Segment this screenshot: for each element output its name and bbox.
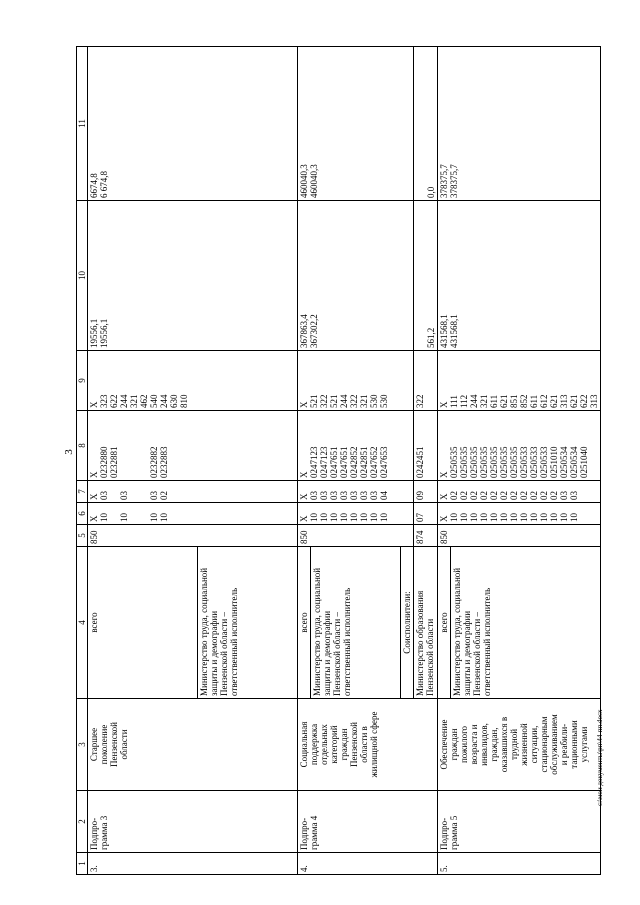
cell-line: защиты и демографии [322, 610, 332, 696]
col5-value: 850 [438, 525, 601, 547]
cell-line: 10 [449, 513, 459, 522]
col5-value: 874 [414, 525, 438, 547]
col9-values [298, 351, 414, 411]
cell-line: 530 [379, 394, 389, 408]
cell-line [129, 505, 139, 522]
cell-line: 10 [559, 513, 569, 522]
cell-line: 0250535 [449, 446, 459, 478]
col10-values [88, 201, 298, 351]
cell-line: области [119, 729, 129, 760]
cell-line [109, 483, 119, 500]
cell-line: 10 [359, 513, 369, 522]
cell-line: 431568,1 [449, 314, 459, 348]
cell-line: 530 [369, 394, 379, 408]
cell-line: 0250535 [469, 446, 479, 478]
cell-line: граждан [339, 728, 349, 761]
cell-line: Пензенской [349, 722, 359, 767]
col7-values [298, 481, 414, 503]
col8-value: 0242451 [414, 411, 438, 481]
cell-line: Министерство труда, социальной [312, 567, 322, 696]
cell-line: грамма 4 [309, 815, 319, 850]
cell-line: 03 [329, 491, 339, 500]
subprogram-label [298, 791, 438, 853]
cell-line: отдельных [319, 724, 329, 765]
cell-line: трудной [509, 728, 519, 761]
subprogram-label [438, 791, 601, 853]
cell-line: 322 [319, 394, 329, 408]
cell-line: Министерство труда, социальной [199, 567, 209, 696]
total-label: всего [88, 547, 198, 699]
header-cell: 2 [77, 791, 88, 853]
cell-line: Х [439, 471, 449, 478]
responsible-executor [311, 547, 401, 699]
rotated-table-wrapper [76, 47, 598, 875]
cell-line: 622 [109, 394, 119, 408]
cell-line [109, 505, 119, 522]
cell-line: ответственный исполнитель [229, 587, 239, 696]
cell-line: 630 [169, 394, 179, 408]
cell-line: 10 [149, 513, 159, 522]
cell-line: 6674,8 [89, 173, 99, 198]
table-row [88, 47, 198, 875]
cell-line: ответственный исполнитель [482, 587, 492, 696]
row-number: 4. [298, 853, 438, 875]
cell-line: Х [89, 493, 99, 500]
cell-line: 0247123 [319, 446, 329, 478]
col7-values [438, 481, 601, 503]
responsible-executor [198, 547, 298, 699]
cell-line: области в [359, 726, 369, 763]
col9-values [88, 351, 298, 411]
header-cell: 3 [77, 699, 88, 791]
cell-line: 0250533 [519, 446, 529, 478]
cell-line: тационными [569, 720, 579, 769]
header-cell: 9 [77, 351, 88, 411]
table-row [438, 47, 451, 875]
cell-line: Подпро- [89, 817, 99, 850]
cell-line: Пензенской области – [472, 612, 482, 696]
cell-line: 02 [449, 491, 459, 500]
cell-line: 321 [129, 394, 139, 408]
cell-line: 611 [489, 394, 499, 408]
cell-line: 244 [119, 394, 129, 408]
cell-line: 10 [459, 513, 469, 522]
cell-line: 111 [449, 395, 459, 408]
cell-line: Пензенской области – [219, 612, 229, 696]
cell-line: 10 [349, 513, 359, 522]
cell-line: 0250535 [489, 446, 499, 478]
cell-line: 378375,7 [439, 164, 449, 198]
cell-line: жилищной сфере [369, 711, 379, 778]
cell-line: 02 [509, 491, 519, 500]
cell-line: Х [439, 401, 449, 408]
cell-line: 10 [119, 513, 129, 522]
col9-value: 322 [414, 351, 438, 411]
cell-line: 0232882 [149, 446, 159, 478]
cell-line [119, 413, 129, 478]
cell-line: 611 [529, 394, 539, 408]
cell-line: услугами [579, 726, 589, 763]
cell-line: Пензенской [109, 722, 119, 767]
cell-line: Х [439, 493, 449, 500]
cell-line: 03 [559, 491, 569, 500]
cell-line: 03 [119, 491, 129, 500]
cell-line: 0250535 [499, 446, 509, 478]
cell-line: Подпро- [439, 817, 449, 850]
table-row [298, 47, 311, 875]
cell-line: 02 [459, 491, 469, 500]
cell-line: 10 [309, 513, 319, 522]
col6-values [438, 503, 601, 525]
cell-line: граждан, [489, 727, 499, 762]
cell-line: и реабили- [559, 723, 569, 766]
cell-line: Министерство образования [415, 590, 425, 696]
cell-line: 322 [349, 394, 359, 408]
cell-line: 0247652 [369, 446, 379, 478]
cell-line: Старшее [89, 727, 99, 762]
cell-line: Подпро- [299, 817, 309, 850]
total-label: всего [438, 547, 451, 699]
program-table [76, 46, 601, 875]
cell-line: 323 [99, 394, 109, 408]
cell-line [139, 483, 149, 500]
cell-line: ответственный исполнитель [342, 587, 352, 696]
col5-value: 850 [298, 525, 414, 547]
cell-line: Х [299, 471, 309, 478]
cell-line: 04 [379, 491, 389, 500]
cell-line: 244 [339, 394, 349, 408]
col6-values [298, 503, 414, 525]
cell-line: 10 [479, 513, 489, 522]
cell-line: поколение [99, 724, 109, 765]
cell-line: 521 [309, 394, 319, 408]
cell-line: 10 [339, 513, 349, 522]
subprogram-label [88, 791, 298, 853]
header-cell: 6 [77, 503, 88, 525]
cell-line: 0250533 [529, 446, 539, 478]
cell-line: 03 [149, 491, 159, 500]
cell-line: 0250534 [559, 446, 569, 478]
col8-values [88, 411, 298, 481]
cell-line: 02 [499, 491, 509, 500]
cell-line: 02 [519, 491, 529, 500]
cell-line: 0242852 [349, 446, 359, 478]
cell-line: 02 [489, 491, 499, 500]
cell-line: 10 [489, 513, 499, 522]
cell-line: Х [439, 515, 449, 522]
cell-line: 10 [569, 513, 579, 522]
header-row [77, 47, 88, 875]
cell-line: 0250535 [459, 446, 469, 478]
col10-values [298, 201, 414, 351]
cell-line: 244 [159, 394, 169, 408]
cell-line: 0250535 [509, 446, 519, 478]
cell-line: 0250535 [479, 446, 489, 478]
cell-line: Социальная [299, 721, 309, 768]
cell-line: 10 [369, 513, 379, 522]
col5-value: 850 [88, 525, 298, 547]
col11-value: 0,0 [414, 47, 438, 201]
cell-line [139, 505, 149, 522]
cell-line: 0251040 [579, 446, 589, 478]
header-cell: 7 [77, 481, 88, 503]
row-number: 5. [438, 853, 601, 875]
cell-line: 6 674,8 [99, 171, 109, 198]
cell-line: 19556,1 [99, 318, 109, 348]
cell-line: 03 [339, 491, 349, 500]
row-number: 3. [88, 853, 298, 875]
cell-line: Пензенской области – [332, 612, 342, 696]
header-cell: 5 [77, 525, 88, 547]
cell-line: 612 [539, 394, 549, 408]
cell-line: грамма 5 [449, 815, 459, 850]
cell-line: Х [299, 515, 309, 522]
cell-line: 10 [99, 513, 109, 522]
col10-values [438, 201, 601, 351]
cell-line: 02 [529, 491, 539, 500]
cell-line: граждан [449, 728, 459, 761]
cell-line: 02 [539, 491, 549, 500]
cell-line: Х [89, 471, 99, 478]
cell-line [129, 413, 139, 478]
cell-line: пожилого [459, 725, 469, 764]
cell-line: защиты и демографии [209, 610, 219, 696]
cell-line: 621 [569, 394, 579, 408]
col6-value: 07 [414, 503, 438, 525]
cell-line: 521 [329, 394, 339, 408]
cell-line: ситуации, [529, 725, 539, 764]
cell-line: 112 [459, 394, 469, 408]
header-cell: 11 [77, 47, 88, 201]
cell-line: 03 [99, 491, 109, 500]
cell-line: 0242851 [359, 446, 369, 478]
cell-line: 0247651 [339, 446, 349, 478]
cell-line: Обеспечение [439, 719, 449, 770]
cell-line: 03 [569, 491, 579, 500]
cell-line: 540 [149, 394, 159, 408]
cell-line: Пензенской области [425, 618, 435, 696]
cell-line: 622 [579, 394, 589, 408]
header-cell: 8 [77, 411, 88, 481]
cell-line: жизненной [519, 723, 529, 766]
subprogram-title [88, 699, 298, 791]
col11-values [298, 47, 414, 201]
cell-line: 03 [369, 491, 379, 500]
cell-line: 621 [549, 394, 559, 408]
col11-values [438, 47, 601, 201]
cell-line: 852 [519, 394, 529, 408]
cell-line: 313 [559, 394, 569, 408]
cell-line: 10 [519, 513, 529, 522]
cell-line: 244 [469, 394, 479, 408]
cell-line: 313 [589, 394, 599, 408]
cell-line [139, 413, 149, 478]
cell-line: 10 [469, 513, 479, 522]
cell-line: 0232881 [109, 446, 119, 478]
total-label: всего [298, 547, 311, 699]
cell-line: 0232883 [159, 446, 169, 478]
cell-line: 03 [349, 491, 359, 500]
cell-line: 431568,1 [439, 314, 449, 348]
col8-values [298, 411, 414, 481]
cell-line: 0250533 [539, 446, 549, 478]
responsible-executor [451, 547, 601, 699]
cell-line: 378375,7 [449, 164, 459, 198]
col9-values [438, 351, 601, 411]
cell-line: 10 [509, 513, 519, 522]
header-cell: 4 [77, 547, 88, 699]
col10-value: 561,2 [414, 201, 438, 351]
cell-line: оказавшихся в [499, 716, 509, 773]
col8-values [438, 411, 601, 481]
cell-line: 367863,4 [299, 314, 309, 348]
cell-line: Министерство труда, социальной [452, 567, 462, 696]
cell-line: грамма 3 [99, 815, 109, 850]
cell-line: 810 [179, 394, 189, 408]
header-cell: 1 [77, 853, 88, 875]
cell-line: 02 [159, 491, 169, 500]
col7-value: 09 [414, 481, 438, 503]
cell-line: 10 [319, 513, 329, 522]
cell-line: 03 [309, 491, 319, 500]
cell-line: 10 [329, 513, 339, 522]
cell-line: 367302,2 [309, 314, 319, 348]
cell-line: 10 [159, 513, 169, 522]
cell-line: возраста и [469, 724, 479, 765]
cell-line: 851 [509, 394, 519, 408]
cell-line: 0247653 [379, 446, 389, 478]
cell-line: 02 [479, 491, 489, 500]
subprogram-title [438, 699, 601, 791]
cell-line: инвалидов, [479, 723, 489, 766]
col7-values [88, 481, 298, 503]
cell-line: 03 [319, 491, 329, 500]
cell-line: 0247123 [309, 446, 319, 478]
cell-line: 19556,1 [89, 318, 99, 348]
cell-line: защиты и демографии [462, 610, 472, 696]
subprogram-title [298, 699, 438, 791]
cell-line: 0232880 [99, 446, 109, 478]
cell-line: 02 [469, 491, 479, 500]
cell-line: поддержка [309, 723, 319, 766]
col6-values [88, 503, 298, 525]
cell-line: 10 [499, 513, 509, 522]
cell-line: обслуживанием [549, 714, 559, 775]
cell-line: 460040,3 [309, 164, 319, 198]
cell-line: 0250534 [569, 446, 579, 478]
co-executors-label: Соисполнители: [401, 547, 414, 699]
cell-line: категорий [329, 725, 339, 764]
col11-values [88, 47, 298, 201]
cell-line: 0251010 [549, 446, 559, 478]
cell-line: 02 [549, 491, 559, 500]
header-cell: 10 [77, 201, 88, 351]
cell-line: 0247651 [329, 446, 339, 478]
cell-line: 321 [479, 394, 489, 408]
cell-line: 03 [359, 491, 369, 500]
cell-line: 10 [379, 513, 389, 522]
page-number: 3 [62, 449, 75, 455]
cell-line: 321 [359, 394, 369, 408]
cell-line [129, 483, 139, 500]
cell-line: Х [299, 401, 309, 408]
cell-line: 460040,3 [299, 164, 309, 198]
footer-file-path: c:\мои документы\рп\44-пп.docx [596, 709, 604, 806]
cell-line: 10 [549, 513, 559, 522]
cell-line: 10 [539, 513, 549, 522]
cell-line: 462 [139, 394, 149, 408]
cell-line: 10 [529, 513, 539, 522]
cell-line: Х [89, 401, 99, 408]
cell-line: 621 [499, 394, 509, 408]
cell-line: стационарным [539, 716, 549, 773]
cell-line: Х [89, 515, 99, 522]
cell-line: Х [299, 493, 309, 500]
co-executor-ministry [414, 547, 438, 699]
